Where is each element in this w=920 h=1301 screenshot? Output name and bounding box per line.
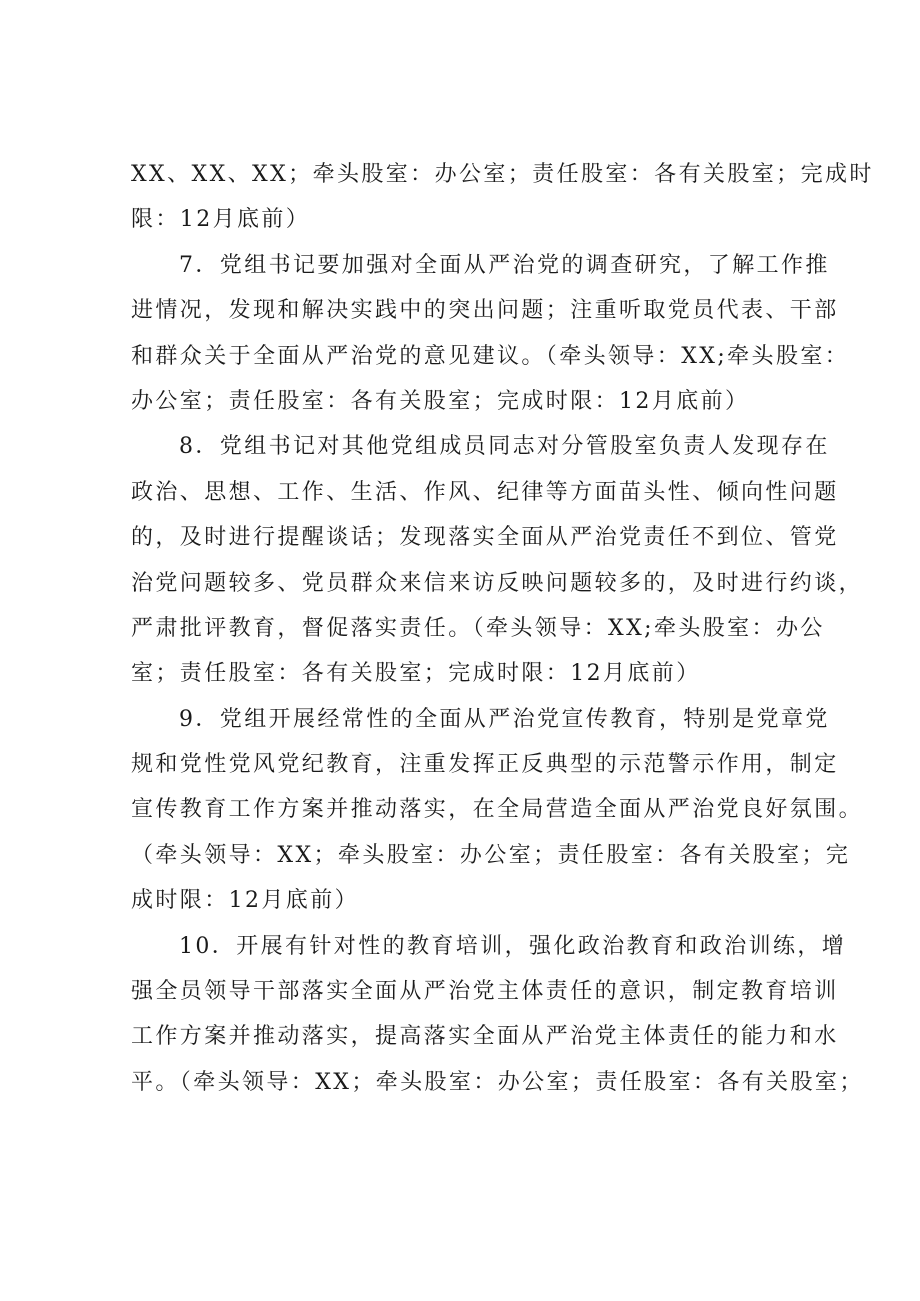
text-line: 严肃批评教育，督促落实责任。（牵头领导：XX;牵头股室：办公 [131, 615, 825, 641]
text-line: 进情况，发现和解决实践中的突出问题；注重听取党员代表、干部 [131, 298, 839, 324]
text-line: 的，及时进行提醒谈话；发现落实全面从严治党责任不到位、管党 [131, 525, 839, 551]
text-line: 限：12月底前） [131, 207, 311, 233]
document-body [131, 152, 874, 1105]
text-line: 办公室；责任股室：各有关股室；完成时限：12月底前） [131, 388, 750, 414]
text-line: （牵头领导：XX；牵头股室：办公室；责任股室：各有关股室；完 [131, 842, 851, 868]
text-line: 工作方案并推动落实，提高落实全面从严治党主体责任的能力和水 [131, 1024, 839, 1050]
text-line: 室；责任股室：各有关股室；完成时限：12月底前） [131, 661, 701, 687]
paragraph-7-start: 7．党组书记要加强对全面从严治党的调查研究，了解工作推 [179, 252, 830, 278]
text-line: 和群众关于全面从严治党的意见建议。（牵头领导：XX;牵头股室： [131, 343, 850, 369]
text-line: 强全员领导干部落实全面从严治党主体责任的意识，制定教育培训 [131, 979, 839, 1005]
text-line: 平。（牵头领导：XX；牵头股室：办公室；责任股室：各有关股室； [131, 1069, 864, 1095]
text-line: 政治、思想、工作、生活、作风、纪律等方面苗头性、倾向性问题 [131, 479, 839, 505]
paragraph-8-start: 8．党组书记对其他党组成员同志对分管股室负责人发现存在 [179, 434, 830, 460]
text-line: 规和党性党风党纪教育，注重发挥正反典型的示范警示作用，制定 [131, 752, 839, 778]
paragraph-9-start: 9．党组开展经常性的全面从严治党宣传教育，特别是党章党 [179, 706, 830, 732]
text-line: 治党问题较多、党员群众来信来访反映问题较多的，及时进行约谈， [131, 570, 864, 596]
text-line: 宣传教育工作方案并推动落实，在全局营造全面从严治党良好氛围。 [131, 797, 864, 823]
text-line: 成时限：12月底前） [131, 888, 359, 914]
paragraph-10-start: 10．开展有针对性的教育培训，强化政治教育和政治训练，增 [179, 933, 847, 959]
text-line: XX、XX、XX；牵头股室：办公室；责任股室：各有关股室；完成时 [131, 162, 874, 187]
